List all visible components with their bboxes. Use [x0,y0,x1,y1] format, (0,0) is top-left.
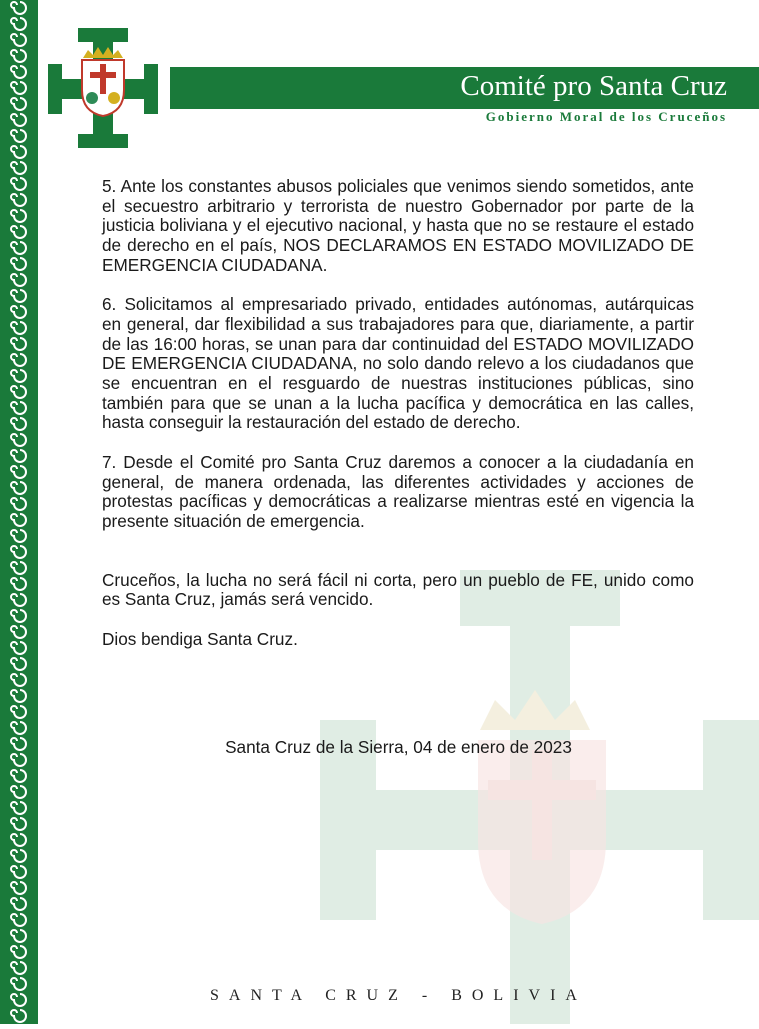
footer-location: SANTA CRUZ - BOLIVIA [210,987,587,1004]
santa-cruz-cross-logo-icon [48,28,158,153]
scroll-border-pattern [6,0,34,1024]
blessing-line: Dios bendiga Santa Cruz. [102,628,298,649]
place-and-date: Santa Cruz de la Sierra, 04 de enero de 2023 [225,737,572,757]
page-title: Comité pro Santa Cruz [460,70,727,102]
paragraph-6: 6. Solicitamos al empresariado privado, entidades autónomas, autárquicas en general, dar flexibilidad a sus trabajadores para que, diariamente, a partir de las 16:00 horas, se unan para dar continuidad del ESTADO MOVILIZADO DE EMERGENCIA CIUDADANA, no solo dando relevo a los ciudadanos que se encuentran en el resguardo de nuestras instituciones públicas, sino también para que se unan a la lucha pacífica y democrática en las calles, hasta conseguir la restauración del estado de derecho. [102,294,694,433]
closing-paragraph: Cruceños, la lucha no será fácil ni corta, pero un pueblo de FE, unido como es Santa Cruz, jamás será vencido. [102,569,694,610]
statement-body [102,177,694,669]
scroll-border [0,0,38,1024]
coat-of-arms-icon [82,47,124,116]
header-band [170,67,759,109]
paragraph-7: 7. Desde el Comité pro Santa Cruz daremos a conocer a la ciudadanía en general, de manera ordenada, las diferentes actividades y acciones de protestas pacíficas y democráticas a realizarse mientras esté en vigencia la presente situación de emergencia. [102,451,694,531]
paragraph-5: 5. Ante los constantes abusos policiales que venimos siendo sometidos, ante el secuestro arbitrario y terrorista de nuestro Gobernador por parte de la justicia boliviana y el ejecutivo nacional, y hasta que no se restaure el estado de derecho en el país, NOS DECLARAMOS EN ESTADO MOVILIZADO DE EMERGENCIA CIUDADANA. [102,176,694,275]
page-subtitle: Gobierno Moral de los Cruceños [485,109,727,124]
